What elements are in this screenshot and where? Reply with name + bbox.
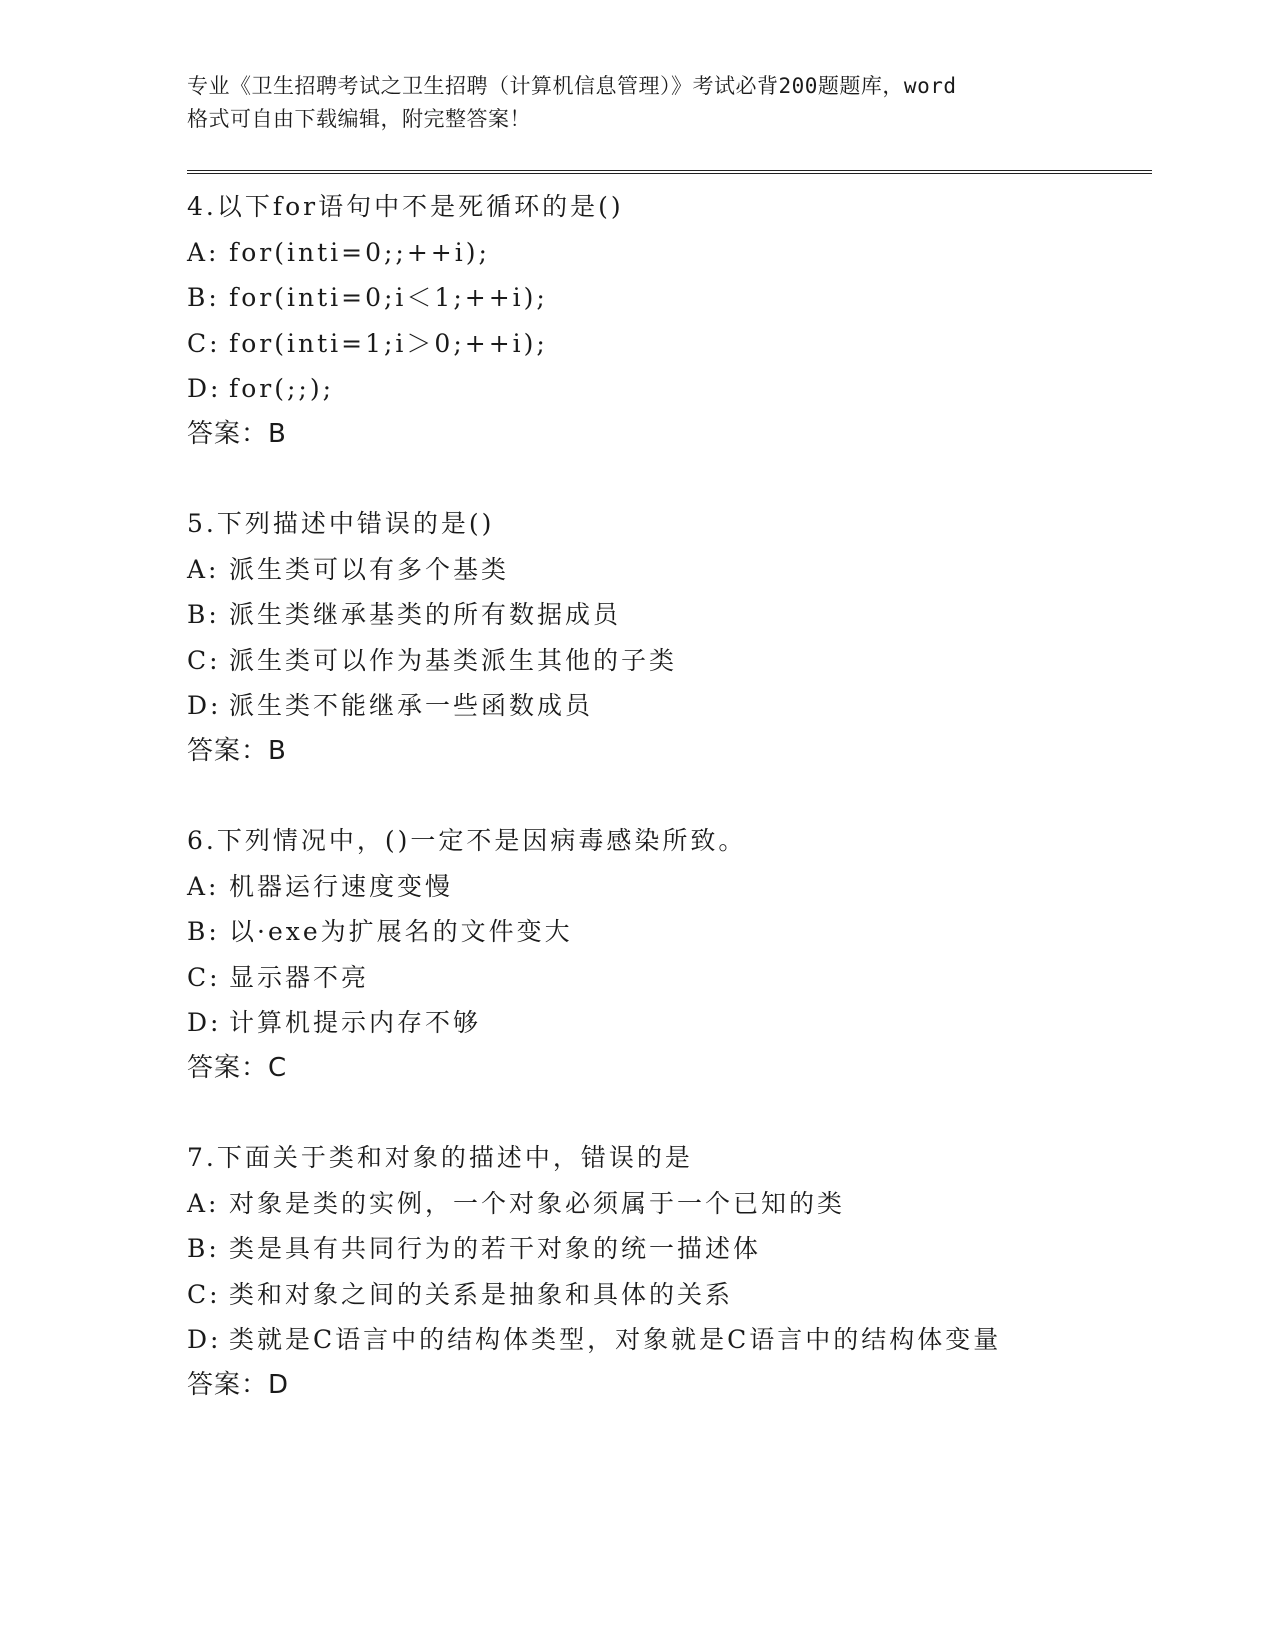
option-letter: D: xyxy=(187,1325,222,1354)
answer-label: 答案：B xyxy=(187,735,287,766)
option-text: 计算机提示内存不够 xyxy=(229,1008,482,1037)
option-b xyxy=(187,1226,1152,1272)
option-text: for(inti=0;;++i); xyxy=(229,237,490,267)
option-text: 类和对象之间的关系是抽象和具体的关系 xyxy=(229,1279,734,1309)
question-5 xyxy=(187,501,1152,774)
option-b xyxy=(187,275,1152,321)
option-a xyxy=(187,1181,1152,1227)
option-text: 显示器不亮 xyxy=(229,962,370,992)
option-text: 类就是C语言中的结构体类型，对象就是C语言中的结构体变量 xyxy=(229,1325,1002,1354)
option-letter: A: xyxy=(187,237,220,267)
option-text: 以·exe为扩展名的文件变大 xyxy=(229,917,573,946)
option-text: 机器运行速度变慢 xyxy=(229,871,454,901)
option-a xyxy=(187,230,1152,276)
question-6 xyxy=(187,818,1152,1091)
question-stem: 6.下列情况中，()一定不是因病毒感染所致。 xyxy=(187,826,747,855)
option-letter: B: xyxy=(187,600,220,629)
question-7 xyxy=(187,1135,1152,1408)
option-d xyxy=(187,683,1152,729)
option-text: for(inti=1;i＞0;++i); xyxy=(229,328,548,358)
option-d xyxy=(187,1317,1152,1363)
option-a xyxy=(187,864,1152,910)
header-line-1: 专业《卫生招聘考试之卫生招聘（计算机信息管理）》考试必背200题题库，word xyxy=(187,74,957,98)
option-text: for(;;); xyxy=(229,374,335,403)
option-letter: B: xyxy=(187,283,220,312)
option-letter: A: xyxy=(187,1188,220,1218)
option-text: 派生类可以作为基类派生其他的子类 xyxy=(229,645,678,675)
option-text: 派生类可以有多个基类 xyxy=(229,554,510,584)
option-letter: C: xyxy=(187,645,221,675)
option-letter: C: xyxy=(187,328,221,358)
option-letter: A: xyxy=(187,871,220,901)
option-text: 对象是类的实例，一个对象必须属于一个已知的类 xyxy=(229,1188,846,1218)
question-stem: 5.下列描述中错误的是() xyxy=(187,509,495,538)
option-c xyxy=(187,321,1152,367)
answer-label: 答案：C xyxy=(187,1052,288,1083)
option-letter: D: xyxy=(187,374,222,403)
option-d xyxy=(187,366,1152,412)
option-text: 派生类继承基类的所有数据成员 xyxy=(229,600,622,629)
option-letter: B: xyxy=(187,1234,220,1263)
option-c xyxy=(187,638,1152,684)
document-header xyxy=(187,70,1152,136)
document-page xyxy=(187,70,1152,1452)
answer-label: 答案：B xyxy=(187,418,287,449)
option-text: 派生类不能继承一些函数成员 xyxy=(229,691,594,720)
option-c xyxy=(187,955,1152,1001)
question-stem: 7.下面关于类和对象的描述中，错误的是 xyxy=(187,1143,693,1172)
option-a xyxy=(187,547,1152,593)
option-text: 类是具有共同行为的若干对象的统一描述体 xyxy=(229,1234,762,1263)
option-c xyxy=(187,1272,1152,1318)
option-letter: D: xyxy=(187,691,222,720)
option-letter: D: xyxy=(187,1008,222,1037)
option-b xyxy=(187,592,1152,638)
option-letter: A: xyxy=(187,554,220,584)
option-letter: C: xyxy=(187,1279,221,1309)
option-b xyxy=(187,909,1152,955)
option-letter: C: xyxy=(187,962,221,992)
question-4 xyxy=(187,184,1152,457)
option-letter: B: xyxy=(187,917,220,946)
option-d xyxy=(187,1000,1152,1046)
answer-label: 答案：D xyxy=(187,1369,290,1400)
header-divider xyxy=(187,170,1152,174)
question-list xyxy=(187,184,1152,1408)
option-text: for(inti=0;i＜1;++i); xyxy=(229,283,548,312)
question-stem: 4.以下for语句中不是死循环的是() xyxy=(187,192,624,221)
header-line-2: 格式可自由下载编辑，附完整答案！ xyxy=(187,107,531,131)
